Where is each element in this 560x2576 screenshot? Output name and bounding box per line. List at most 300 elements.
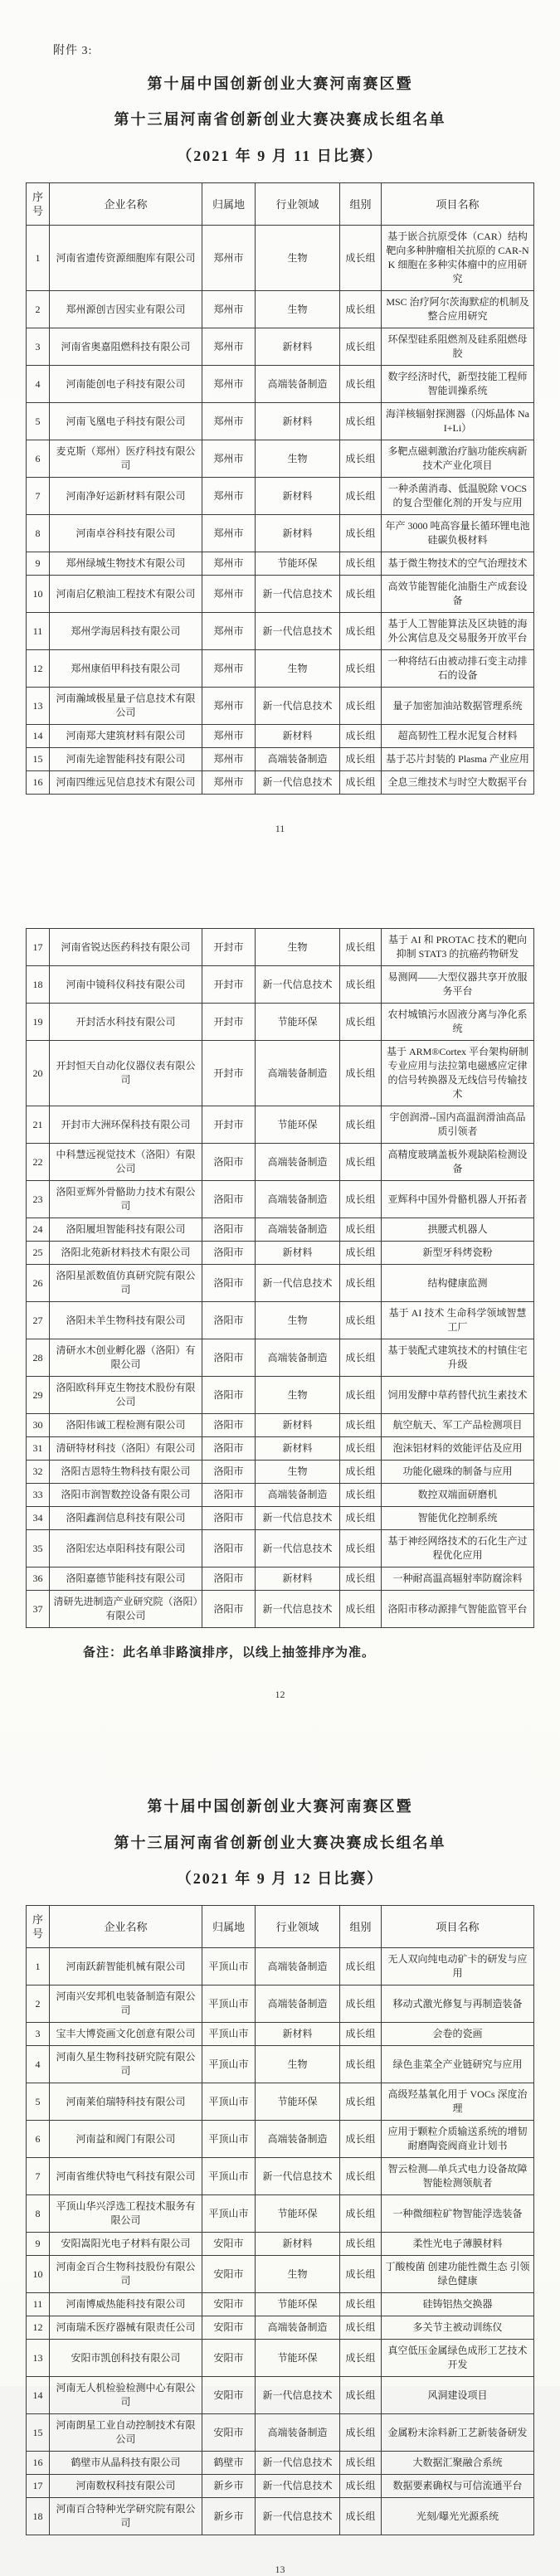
cell-group: 成长组 — [340, 613, 382, 650]
cell-serial-number: 13 — [27, 2340, 50, 2377]
cell-group: 成长组 — [340, 2083, 382, 2121]
cell-project-name: 大数据汇聚融合系统 — [382, 2452, 534, 2475]
cell-group: 成长组 — [340, 366, 382, 403]
cell-group: 成长组 — [340, 1948, 382, 1985]
cell-project-name: 年产 3000 吨高容量长循环锂电池硅碳负极材料 — [382, 515, 534, 552]
cell-company-name: 河南朗星工业自动控制技术有限公司 — [50, 2414, 202, 2452]
cell-serial-number: 1 — [27, 1948, 50, 1985]
column-header-industry-field: 行业领域 — [256, 1906, 340, 1948]
cell-group: 成长组 — [340, 2023, 382, 2046]
cell-serial-number: 16 — [27, 771, 50, 795]
cell-project-name: 移动式激光修复与再制造装备 — [382, 1985, 534, 2023]
cell-industry-field: 新一代信息技术 — [256, 966, 340, 1004]
table-row — [27, 1181, 534, 1218]
roster-table-page-11 — [26, 182, 534, 795]
table-row — [27, 2233, 534, 2256]
cell-group: 成长组 — [340, 1265, 382, 1302]
table-row — [27, 1507, 534, 1530]
cell-company-name: 河南金百合生物科技股份有限公司 — [50, 2256, 202, 2293]
cell-location: 平顶山市 — [202, 1948, 256, 1985]
table-row — [27, 1302, 534, 1339]
competition-title-line-1: 第十届中国创新创业大赛河南赛区暨 — [147, 75, 413, 92]
cell-company-name: 河南省锐达医药科技有限公司 — [50, 929, 202, 966]
cell-company-name: 河南卓谷科技有限公司 — [50, 515, 202, 552]
cell-industry-field: 节能环保 — [256, 1106, 340, 1144]
cell-company-name: 河南数权科技有限公司 — [50, 2475, 202, 2498]
cell-company-name: 河南省遗传资源细胞库有限公司 — [50, 226, 202, 291]
cell-industry-field: 新一代信息技术 — [256, 688, 340, 725]
cell-project-name: 基于微生物技术的空气治理技术 — [382, 552, 534, 576]
cell-serial-number: 13 — [27, 688, 50, 725]
cell-location: 郑州市 — [202, 226, 256, 291]
cell-industry-field: 节能环保 — [256, 2083, 340, 2121]
cell-industry-field: 高端装备制造 — [256, 1041, 340, 1106]
cell-project-name: 拱腰式机器人 — [382, 1218, 534, 1242]
cell-group: 成长组 — [340, 966, 382, 1004]
cell-industry-field: 新材料 — [256, 1242, 340, 1265]
cell-serial-number: 10 — [27, 2256, 50, 2293]
table-row — [27, 226, 534, 291]
cell-serial-number: 19 — [27, 1004, 50, 1041]
cell-industry-field: 生物 — [256, 226, 340, 291]
table-row — [27, 613, 534, 650]
cell-project-name: 绿色韭菜全产业链研究与应用 — [382, 2046, 534, 2083]
cell-industry-field: 新材料 — [256, 1567, 340, 1591]
cell-location: 开封市 — [202, 1004, 256, 1041]
table-row — [27, 1041, 534, 1106]
column-header-serial-number: 序号 — [27, 183, 50, 226]
cell-group: 成长组 — [340, 576, 382, 613]
cell-location: 平顶山市 — [202, 2195, 256, 2233]
cell-industry-field: 高端装备制造 — [256, 2121, 340, 2158]
cell-project-name: 超高韧性工程水泥复合材料 — [382, 725, 534, 748]
cell-serial-number: 3 — [27, 328, 50, 366]
table-row — [27, 1461, 534, 1484]
cell-location: 郑州市 — [202, 613, 256, 650]
cell-project-name: 基于嵌合抗原受体（CAR）结构靶向多种肿瘤相关抗原的 CAR-NK 细胞在多种实体瘤中的应用研究 — [382, 226, 534, 291]
cell-project-name: 应用于颗粒介质输送系统的增韧耐磨陶瓷阀商业计划书 — [382, 2121, 534, 2158]
cell-company-name: 河南飞凰电子科技有限公司 — [50, 403, 202, 440]
cell-company-name: 河南益和阀门有限公司 — [50, 2121, 202, 2158]
cell-industry-field: 高端装备制造 — [256, 1144, 340, 1181]
cell-project-name: 海洋核辐射探测器（闪烁晶体 NaI+Li） — [382, 403, 534, 440]
cell-company-name: 洛阳伟诚工程检测有限公司 — [50, 1414, 202, 1437]
cell-serial-number: 3 — [27, 2023, 50, 2046]
cell-company-name: 安阳嵩阳光电子材料有限公司 — [50, 2233, 202, 2256]
cell-group: 成长组 — [340, 1144, 382, 1181]
cell-serial-number: 2 — [27, 1985, 50, 2023]
cell-industry-field: 新一代信息技术 — [256, 2377, 340, 2414]
cell-project-name: 基于 ARM®Cortex 平台架构研制专业应用与法拉第电磁感应定律的信号转换器及无线信号传输技术 — [382, 1041, 534, 1106]
cell-company-name: 河南先途智能科技有限公司 — [50, 748, 202, 771]
cell-group: 成长组 — [340, 688, 382, 725]
cell-company-name: 河南郑大建筑材料有限公司 — [50, 725, 202, 748]
column-header-group: 组别 — [340, 1906, 382, 1948]
cell-project-name: 一种杀菌消毒、低温脱除 VOCS 的复合型催化剂的开发与应用 — [382, 478, 534, 515]
cell-company-name: 郑州源创吉因实业有限公司 — [50, 291, 202, 328]
cell-company-name: 洛阳亚辉外骨骼助力技术有限公司 — [50, 1181, 202, 1218]
cell-group: 成长组 — [340, 2452, 382, 2475]
cell-company-name: 平顶山华兴浮选工程技术服务有限公司 — [50, 2195, 202, 2233]
cell-serial-number: 9 — [27, 2233, 50, 2256]
page-break-gap — [0, 835, 560, 925]
table-row — [27, 440, 534, 478]
cell-industry-field: 生物 — [256, 291, 340, 328]
cell-industry-field: 高端装备制造 — [256, 1985, 340, 2023]
table-row — [27, 2121, 534, 2158]
cell-company-name: 河南省奥嘉阻燃科技有限公司 — [50, 328, 202, 366]
cell-location: 郑州市 — [202, 403, 256, 440]
table-header — [27, 183, 534, 226]
attachment-label: 附件 3: — [53, 45, 93, 57]
table-row — [27, 478, 534, 515]
cell-industry-field: 新材料 — [256, 2023, 340, 2046]
cell-project-name: 泡沫铝材料的效能评估及应用 — [382, 1437, 534, 1461]
cell-company-name: 河南跃薪智能机械有限公司 — [50, 1948, 202, 1985]
column-header-location: 归属地 — [202, 183, 256, 226]
table-row — [27, 1484, 534, 1507]
cell-project-name: 亚辉科中国外骨骼机器人开拓者 — [382, 1181, 534, 1218]
cell-industry-field: 新材料 — [256, 403, 340, 440]
cell-industry-field: 新材料 — [256, 2233, 340, 2256]
cell-serial-number: 35 — [27, 1530, 50, 1567]
cell-company-name: 洛阳北苑新材料技术有限公司 — [50, 1242, 202, 1265]
cell-industry-field: 新一代信息技术 — [256, 1591, 340, 1628]
cell-company-name: 清研先进制造产业研究院（洛阳）有限公司 — [50, 1591, 202, 1628]
table-row — [27, 2414, 534, 2452]
cell-project-name: 真空低压金属绿色成形工艺技术开发 — [382, 2340, 534, 2377]
cell-industry-field: 节能环保 — [256, 552, 340, 576]
cell-project-name: 数控双端面研磨机 — [382, 1484, 534, 1507]
cell-industry-field: 节能环保 — [256, 2340, 340, 2377]
cell-project-name: 硅铸铝热交换器 — [382, 2293, 534, 2316]
table-row — [27, 2498, 534, 2535]
cell-industry-field: 生物 — [256, 650, 340, 688]
cell-serial-number: 28 — [27, 1339, 50, 1377]
cell-group: 成长组 — [340, 478, 382, 515]
cell-industry-field: 高端装备制造 — [256, 748, 340, 771]
cell-project-name: 农村城镇污水固液分离与净化系统 — [382, 1004, 534, 1041]
cell-location: 郑州市 — [202, 771, 256, 795]
cell-company-name: 郑州绿城生物技术有限公司 — [50, 552, 202, 576]
cell-location: 郑州市 — [202, 688, 256, 725]
cell-location: 安阳市 — [202, 2414, 256, 2452]
cell-group: 成长组 — [340, 1567, 382, 1591]
cell-group: 成长组 — [340, 725, 382, 748]
cell-project-name: 基于 AI 和 PROTAC 技术的靶向抑制 STAT3 的抗癌药物研发 — [382, 929, 534, 966]
cell-industry-field: 节能环保 — [256, 1004, 340, 1041]
table-row — [27, 966, 534, 1004]
cell-company-name: 洛阳星派数值仿真研究院有限公司 — [50, 1265, 202, 1302]
cell-company-name: 洛阳欧科拜克生物技术股份有限公司 — [50, 1377, 202, 1414]
cell-serial-number: 27 — [27, 1302, 50, 1339]
cell-serial-number: 6 — [27, 440, 50, 478]
cell-company-name: 安阳市凯创科技有限公司 — [50, 2340, 202, 2377]
competition-title-line-2: 第十三届河南省创新创业大赛决赛成长组名单 — [114, 111, 446, 129]
cell-group: 成长组 — [340, 2475, 382, 2498]
table-row — [27, 1437, 534, 1461]
competition-title-line-1: 第十届中国创新创业大赛河南赛区暨 — [147, 1798, 413, 1815]
cell-company-name: 河南莱伯瑞特科技有限公司 — [50, 2083, 202, 2121]
table-row — [27, 2256, 534, 2293]
cell-serial-number: 32 — [27, 1461, 50, 1484]
table-row — [27, 2377, 534, 2414]
cell-industry-field: 高端装备制造 — [256, 1339, 340, 1377]
cell-company-name: 河南净好运新材料有限公司 — [50, 478, 202, 515]
cell-project-name: 丁酸梭菌 创建功能性微生态 引领绿色健康 — [382, 2256, 534, 2293]
cell-project-name: 结构健康监测 — [382, 1265, 534, 1302]
cell-company-name: 河南四维远见信息技术有限公司 — [50, 771, 202, 795]
cell-location: 开封市 — [202, 1041, 256, 1106]
column-header-project-name: 项目名称 — [382, 183, 534, 226]
table-row — [27, 650, 534, 688]
cell-location: 郑州市 — [202, 515, 256, 552]
cell-group: 成长组 — [340, 1461, 382, 1484]
cell-industry-field: 生物 — [256, 1377, 340, 1414]
cell-serial-number: 14 — [27, 725, 50, 748]
cell-project-name: 基于芯片封装的 Plasma 产业应用 — [382, 748, 534, 771]
table-row — [27, 688, 534, 725]
cell-group: 成长组 — [340, 2158, 382, 2195]
cell-location: 平顶山市 — [202, 2046, 256, 2083]
cell-industry-field: 新材料 — [256, 1414, 340, 1437]
cell-project-name: 数字经济时代，新型技能工程师智能训操系统 — [382, 366, 534, 403]
column-header-location: 归属地 — [202, 1906, 256, 1948]
cell-group: 成长组 — [340, 650, 382, 688]
cell-group: 成长组 — [340, 1414, 382, 1437]
cell-serial-number: 4 — [27, 2046, 50, 2083]
page-number: 11 — [275, 823, 285, 835]
cell-company-name: 宝丰大博瓷画文化创意有限公司 — [50, 2023, 202, 2046]
table-row — [27, 1985, 534, 2023]
table-row — [27, 1414, 534, 1437]
cell-serial-number: 21 — [27, 1106, 50, 1144]
cell-location: 郑州市 — [202, 328, 256, 366]
cell-company-name: 洛阳嘉德节能科技有限公司 — [50, 1567, 202, 1591]
cell-company-name: 麦克斯（郑州）医疗科技有限公司 — [50, 440, 202, 478]
cell-group: 成长组 — [340, 226, 382, 291]
page-number: 12 — [275, 1689, 285, 1701]
cell-project-name: 金属粉末涂料新工艺新装备研发 — [382, 2414, 534, 2452]
remark-note: 备注：此名单非路演排序，以线上抽签排序为准。 — [83, 1646, 376, 1660]
cell-group: 成长组 — [340, 771, 382, 795]
table-row — [27, 1377, 534, 1414]
table-row — [27, 1265, 534, 1302]
section-title-block — [0, 75, 560, 166]
cell-industry-field: 高端装备制造 — [256, 2414, 340, 2452]
table-row — [27, 2452, 534, 2475]
cell-industry-field: 新材料 — [256, 478, 340, 515]
cell-industry-field: 高端装备制造 — [256, 1948, 340, 1985]
cell-location: 洛阳市 — [202, 1461, 256, 1484]
cell-project-name: 多关节主被动训练仪 — [382, 2316, 534, 2340]
cell-industry-field: 新材料 — [256, 515, 340, 552]
cell-serial-number: 14 — [27, 2377, 50, 2414]
cell-industry-field: 新一代信息技术 — [256, 771, 340, 795]
cell-location: 洛阳市 — [202, 1414, 256, 1437]
cell-project-name: 会卷的瓷画 — [382, 2023, 534, 2046]
cell-industry-field: 高端装备制造 — [256, 1484, 340, 1507]
table-row — [27, 2023, 534, 2046]
table-row — [27, 403, 534, 440]
table-row — [27, 576, 534, 613]
cell-group: 成长组 — [340, 2498, 382, 2535]
table-row — [27, 1004, 534, 1041]
cell-company-name: 洛阳宏达卓阳科技有限公司 — [50, 1530, 202, 1567]
roster-table-page-13 — [26, 1905, 534, 2535]
table-row — [27, 2195, 534, 2233]
cell-group: 成长组 — [340, 291, 382, 328]
cell-location: 洛阳市 — [202, 1339, 256, 1377]
table-row — [27, 1530, 534, 1567]
table-row — [27, 2158, 534, 2195]
cell-industry-field: 高端装备制造 — [256, 366, 340, 403]
cell-project-name: 环保型硅系阻燃剂及硅系阻燃母胶 — [382, 328, 534, 366]
cell-group: 成长组 — [340, 2256, 382, 2293]
cell-serial-number: 36 — [27, 1567, 50, 1591]
cell-industry-field: 新一代信息技术 — [256, 1265, 340, 1302]
table-row — [27, 328, 534, 366]
cell-company-name: 开封恒天自动化仪器仪表有限公司 — [50, 1041, 202, 1106]
cell-project-name: 智云检测—单兵式电力设备故障智能检测领航者 — [382, 2158, 534, 2195]
cell-company-name: 清研特材科技（洛阳）有限公司 — [50, 1437, 202, 1461]
cell-location: 开封市 — [202, 966, 256, 1004]
cell-location: 郑州市 — [202, 650, 256, 688]
cell-location: 洛阳市 — [202, 1484, 256, 1507]
cell-group: 成长组 — [340, 328, 382, 366]
cell-project-name: 新型牙科烤瓷粉 — [382, 1242, 534, 1265]
cell-group: 成长组 — [340, 1181, 382, 1218]
cell-industry-field: 生物 — [256, 929, 340, 966]
cell-location: 洛阳市 — [202, 1591, 256, 1628]
table-row — [27, 1567, 534, 1591]
cell-project-name: 高精度玻璃盖板外观缺陷检测设备 — [382, 1144, 534, 1181]
cell-company-name: 中科慧远视觉技术（洛阳）有限公司 — [50, 1144, 202, 1181]
competition-date-line: （2021 年 9 月 12 日比赛） — [176, 1869, 384, 1887]
table-row — [27, 2475, 534, 2498]
cell-industry-field: 新一代信息技术 — [256, 2498, 340, 2535]
cell-location: 安阳市 — [202, 2293, 256, 2316]
table-row — [27, 291, 534, 328]
table-row — [27, 725, 534, 748]
cell-industry-field: 生物 — [256, 2046, 340, 2083]
cell-location: 洛阳市 — [202, 1437, 256, 1461]
cell-serial-number: 16 — [27, 2452, 50, 2475]
section-sept-11 — [0, 75, 560, 835]
cell-industry-field: 新一代信息技术 — [256, 1507, 340, 1530]
cell-group: 成长组 — [340, 2293, 382, 2316]
cell-project-name: 数据要素确权与可信流通平台 — [382, 2475, 534, 2498]
cell-location: 洛阳市 — [202, 1377, 256, 1414]
cell-location: 郑州市 — [202, 576, 256, 613]
cell-project-name: 智能优化控制系统 — [382, 1507, 534, 1530]
cell-group: 成长组 — [340, 2340, 382, 2377]
cell-industry-field: 新一代信息技术 — [256, 576, 340, 613]
cell-location: 平顶山市 — [202, 2158, 256, 2195]
cell-project-name: 一种将结石由被动排石变主动排石的设备 — [382, 650, 534, 688]
cell-industry-field: 生物 — [256, 2256, 340, 2293]
cell-project-name: 饲用发酵中草药替代抗生素技术 — [382, 1377, 534, 1414]
cell-company-name: 洛阳未羊生物科技有限公司 — [50, 1302, 202, 1339]
cell-project-name: 洛阳市移动源排气智能监管平台 — [382, 1591, 534, 1628]
cell-location: 洛阳市 — [202, 1302, 256, 1339]
cell-serial-number: 18 — [27, 2498, 50, 2535]
cell-project-name: 一种耐高温高辐射率防腐涂料 — [382, 1567, 534, 1591]
cell-serial-number: 24 — [27, 1218, 50, 1242]
cell-company-name: 河南百合特种光学研究院有限公司 — [50, 2498, 202, 2535]
cell-project-name: 宇创润滑--国内高温润滑油高品质引领者 — [382, 1106, 534, 1144]
cell-location: 洛阳市 — [202, 1265, 256, 1302]
cell-group: 成长组 — [340, 552, 382, 576]
cell-location: 郑州市 — [202, 748, 256, 771]
cell-company-name: 清研水木创业孵化器（洛阳）有限公司 — [50, 1339, 202, 1377]
cell-company-name: 河南启亿粮油工程技术有限公司 — [50, 576, 202, 613]
table-header — [27, 1906, 534, 1948]
cell-serial-number: 17 — [27, 929, 50, 966]
cell-industry-field: 高端装备制造 — [256, 2316, 340, 2340]
table-row — [27, 1591, 534, 1628]
cell-serial-number: 26 — [27, 1265, 50, 1302]
cell-serial-number: 6 — [27, 2121, 50, 2158]
table-row — [27, 1242, 534, 1265]
cell-group: 成长组 — [340, 2414, 382, 2452]
table-row — [27, 1948, 534, 1985]
cell-project-name: 量子加密加油站数据管理系统 — [382, 688, 534, 725]
cell-group: 成长组 — [340, 1302, 382, 1339]
cell-group: 成长组 — [340, 1004, 382, 1041]
table-row — [27, 1106, 534, 1144]
cell-group: 成长组 — [340, 2195, 382, 2233]
cell-company-name: 洛阳吉恩特生物科技有限公司 — [50, 1461, 202, 1484]
cell-company-name: 河南无人机检验检测中心有限公司 — [50, 2377, 202, 2414]
cell-project-name: MSC 治疗阿尔茨海默症的机制及整合应用研究 — [382, 291, 534, 328]
cell-company-name: 河南省维伏特电气科技有限公司 — [50, 2158, 202, 2195]
cell-company-name: 河南瑞禾医疗器械有限责任公司 — [50, 2316, 202, 2340]
cell-location: 洛阳市 — [202, 1530, 256, 1567]
table-row — [27, 1144, 534, 1181]
cell-group: 成长组 — [340, 1530, 382, 1567]
cell-serial-number: 7 — [27, 2158, 50, 2195]
table-row — [27, 771, 534, 795]
cell-project-name: 多靶点磁刺激治疗脑功能疾病新技术产业化项目 — [382, 440, 534, 478]
cell-industry-field: 节能环保 — [256, 2195, 340, 2233]
header-row — [27, 183, 534, 226]
cell-serial-number: 34 — [27, 1507, 50, 1530]
cell-project-name: 风洞建设项目 — [382, 2377, 534, 2414]
cell-company-name: 郑州康佰甲科技有限公司 — [50, 650, 202, 688]
cell-industry-field: 高端装备制造 — [256, 1181, 340, 1218]
cell-location: 洛阳市 — [202, 1144, 256, 1181]
cell-company-name: 洛阳履坦智能科技有限公司 — [50, 1218, 202, 1242]
cell-serial-number: 29 — [27, 1377, 50, 1414]
table-row — [27, 2083, 534, 2121]
cell-location: 安阳市 — [202, 2233, 256, 2256]
cell-project-name: 高级羟基氧化用于 VOCs 深度治理 — [382, 2083, 534, 2121]
section-sept-11-continued — [0, 928, 560, 1701]
cell-company-name: 郑州学海居科技有限公司 — [50, 613, 202, 650]
cell-location: 郑州市 — [202, 478, 256, 515]
table-row — [27, 2340, 534, 2377]
cell-company-name: 开封市大洲环保科技有限公司 — [50, 1106, 202, 1144]
cell-location: 洛阳市 — [202, 1507, 256, 1530]
table-row — [27, 929, 534, 966]
table-row — [27, 2316, 534, 2340]
table-row — [27, 1218, 534, 1242]
table-row — [27, 366, 534, 403]
cell-group: 成长组 — [340, 1591, 382, 1628]
table-body — [27, 929, 534, 1628]
cell-serial-number: 2 — [27, 291, 50, 328]
